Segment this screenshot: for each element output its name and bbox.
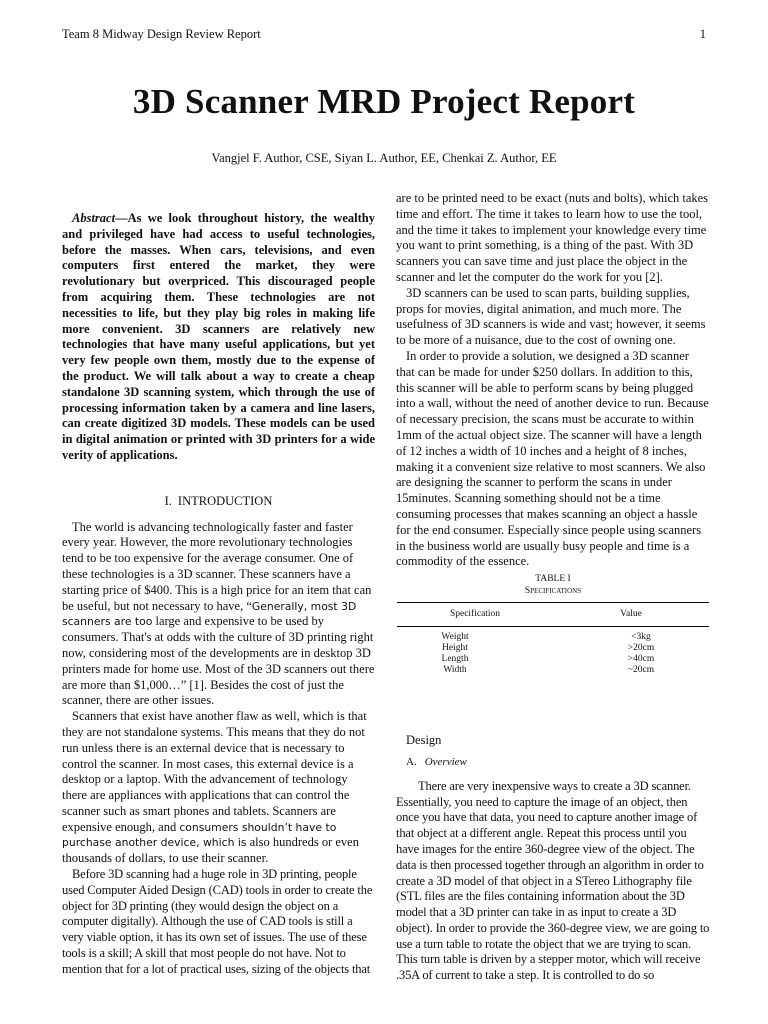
table-row bbox=[397, 665, 709, 676]
intro-p2-quote: consumers shouldn’t have to purchase another device, which is bbox=[62, 820, 337, 850]
subsection-heading-overview bbox=[406, 755, 710, 771]
abstract-text: —As we look throughout history, the wealthy and privileged have had access to useful technologies, before the masses. When cars, televisions, and even computers first entered the market, they were revolutionary but overpriced. This discouraged people from acquiring them. These technologies are not necessities to life, but they play big roles in making life more convenient. 3D scanners are relatively new technologies that have many useful applications, but yet very few people own them, mostly due to the expense of the product. We will talk about a way to create a cheap standalone 3D scanning system, which through the use of processing information taken by a camera and line lasers, can create digitized 3D models. These models can be used in digital animation or printed with 3D printers for a wide verity of applications. bbox=[62, 211, 375, 462]
header-report-name: Team 8 Midway Design Review Report bbox=[62, 27, 261, 41]
header-page-number: 1 bbox=[699, 27, 706, 41]
section-title: INTRODUCTION bbox=[177, 493, 273, 508]
table-cell: Length bbox=[441, 654, 469, 665]
section-number: I. bbox=[164, 493, 172, 508]
intro-paragraph-3: Before 3D scanning had a huge role in 3D printing, people used Computer Aided Design (CAD) tools in order to create the object for 3D printing (they would design the object on a computer digitally). Although the use of CAD tools is still a very viable option, it has its own set of issues. The use of these tools is a skill; A skill that most people do not have. Not to mention that for a lot of practical uses, sizing of the objects that bbox=[62, 867, 373, 976]
table-caption: TABLE I bbox=[535, 574, 571, 585]
intro-p1-text-2: large and expensive to be used by consumers. That's at odds with the culture of 3D printing right now, considering most of the developments are in desktop 3D printers made for home use. Most of the 3D scanners out there are more than $1,000…” [1]. Besides the cost of just the scanner, there are other issues. bbox=[62, 614, 375, 708]
table-row bbox=[397, 627, 709, 644]
table-cell: Height bbox=[442, 643, 468, 654]
section-heading-introduction bbox=[62, 494, 375, 510]
intro-p2-text-2: also hundreds or even thousands of dollars, to use their scanner. bbox=[62, 835, 359, 866]
overview-paragraph: There are very inexpensive ways to create a 3D scanner. Essentially, you need to capture the image of an object, then once you have that data, you need to capture another image of that object at a different angle. Repeat this process until you have images for the entire 360-degree view of the object. The data is then processed together through an algorithm in order to create a 3D model of that object in a STereo Lithography file (STL files are the files containing information about the 3D model that a 3D printer can take in as input to create a 3D object). In order to provide the 360-degree view, we are going to use a turn table to rotate the object that we are trying to scan. This turn table is driven by a stepper motor, which will receive .35A of current to take a step. It is controlled to do so bbox=[396, 778, 710, 983]
intro-p1-quote: Generally, most 3D scanners are too bbox=[62, 599, 357, 629]
table-subtitle: Specifications bbox=[524, 586, 582, 597]
paper-title: 3D Scanner MRD Project Report bbox=[132, 82, 636, 121]
abstract-label: Abstract bbox=[72, 211, 116, 225]
table-cell: ~20cm bbox=[627, 665, 655, 676]
subsection-number: A. bbox=[406, 755, 417, 768]
table-row bbox=[397, 654, 709, 665]
table-header-row bbox=[397, 603, 709, 627]
running-header bbox=[62, 27, 706, 45]
table-cell: <3kg bbox=[631, 632, 651, 643]
column-header: Value bbox=[553, 603, 709, 627]
intro-paragraph-6: In order to provide a solution, we designed a 3D scanner that can be made for under $250 dollars. In addition to this, this scanner will be able to perform scans by being plugged into a wall, without the need of another device to run. Because of necessary precision, the scans must be accurate to within 1mm of the actual object size. The scanner will have a length of 12 inches a width of 10 inches and a height of 8 inches, making it a convenient size relative to most scanners. We also are designing the scanner to perform the scans in under 15minutes. Scanning something should not be a time consuming processes that makes scanning an object a hassle for the end consumer. Especially since people using scanners in the business world are usually busy people and time is a commodity of the essence. bbox=[396, 348, 709, 569]
abstract bbox=[62, 211, 375, 464]
table-cell: Width bbox=[443, 665, 467, 676]
intro-paragraph-continued: are to be printed need to be exact (nuts and bolts), which takes time and effort. The time it takes to learn how to use the tool, and the time it takes to implement your knowledge every time you want to print something, is a thing of the past. With 3D scanners you can save time and just place the object in the scanner and let the computer do the work for you [2]. bbox=[396, 191, 709, 284]
right-column bbox=[396, 191, 710, 984]
intro-paragraph-1 bbox=[62, 520, 375, 710]
left-column bbox=[62, 211, 375, 978]
table-row bbox=[397, 643, 709, 654]
table-cell: >20cm bbox=[627, 643, 655, 654]
column-header: Specification bbox=[397, 603, 553, 627]
intro-p1-text: The world is advancing technologically faster and faster every year. However, the more revolutionary technologies tend to be too expensive for the average consumer. One of these technologies is a 3D scanner. These scanners have a starting price of $400. This is a high price for an item that can be useful, but not necessary to have, “ bbox=[62, 519, 372, 613]
specifications-table bbox=[397, 602, 709, 676]
table-cell: Weight bbox=[441, 632, 469, 643]
specifications-table-block bbox=[396, 573, 710, 676]
intro-p2-text: Scanners that exist have another flaw as well, which is that they are not standalone systems. This means that they do not run unless there is an external device that is necessary to control the scanner. In most cases, this external device is a desktop or a laptop. With the advancement of technology there are appliances with applications that can control the scanner such as smart phones and tablets. Scanners are expensive enough, and bbox=[62, 709, 367, 834]
section-heading-design: Design bbox=[406, 733, 442, 748]
intro-paragraph-5: 3D scanners can be used to scan parts, building supplies, props for movies, digital animation, and much more. The usefulness of 3D scanners is wide and vast; however, it seems to be more of a nuisance, due to the cost of owning one. bbox=[396, 285, 706, 348]
author-line: Vangjel F. Author, CSE, Siyan L. Author, EE, Chenkai Z. Author, EE bbox=[211, 151, 557, 165]
table-cell: >40cm bbox=[627, 654, 655, 665]
intro-paragraph-2 bbox=[62, 709, 375, 867]
subsection-title: Overview bbox=[424, 755, 467, 768]
